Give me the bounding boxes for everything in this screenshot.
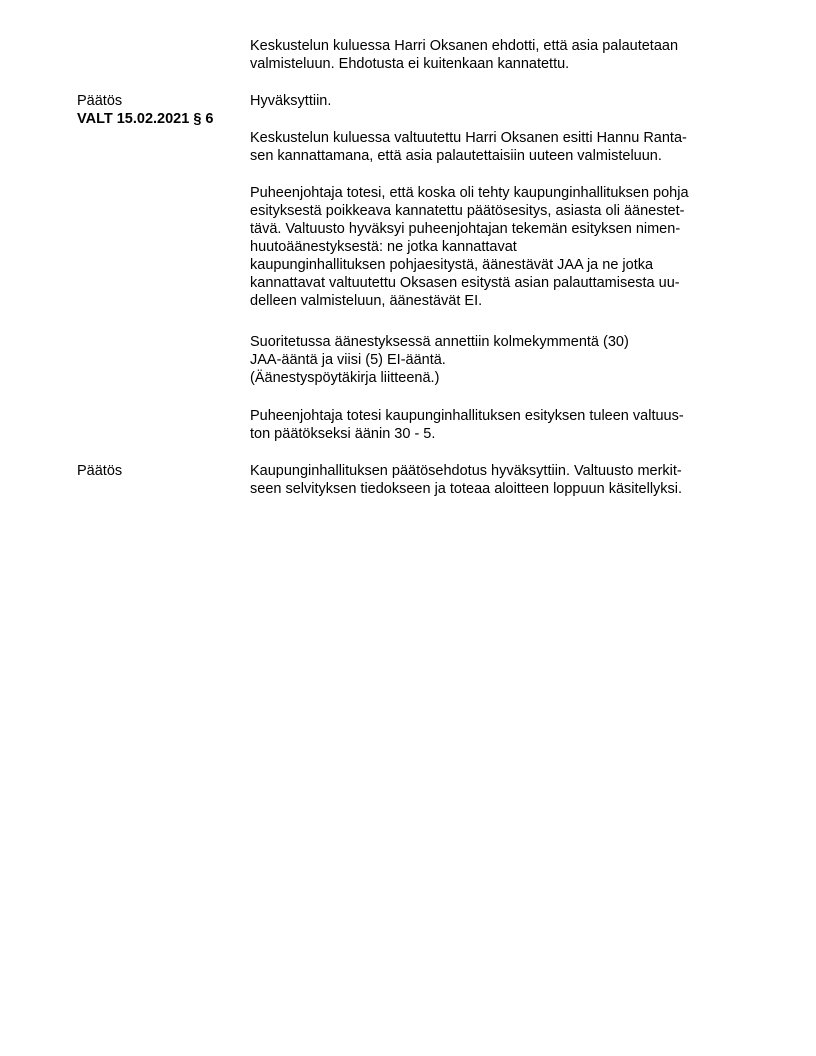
- text-line: huutoäänestyksestä: ne jotka kannattavat: [250, 239, 517, 255]
- text-line: sen kannattamana, että asia palautettaisiin uuteen valmisteluun.: [250, 148, 662, 164]
- text-line: kaupunginhallituksen pohjaesitystä, äänestävät JAA ja ne jotka: [250, 257, 654, 273]
- decision-label-block: [77, 92, 247, 128]
- decision-paragraph-3: [250, 333, 750, 387]
- text-line: esityksestä poikkeava kannatettu päätösesitys, asiasta oli äänestet-: [250, 203, 685, 219]
- text-line: delleen valmisteluun, äänestävät EI.: [250, 293, 483, 309]
- text-line: Puheenjohtaja totesi kaupunginhallituksen esityksen tuleen valtuus-: [250, 408, 684, 424]
- text-line: valmisteluun. Ehdotusta ei kuitenkaan kannatettu.: [250, 56, 570, 72]
- decision-label: Päätös: [77, 93, 123, 109]
- decision-paragraph-1: [250, 129, 750, 165]
- text-line: kannattavat valtuutettu Oksasen esitystä asian palauttamisesta uu-: [250, 275, 680, 291]
- text-line: Keskustelun kuluessa Harri Oksanen ehdotti, että asia palautetaan: [250, 38, 679, 54]
- text-line: Keskustelun kuluessa valtuutettu Harri Oksanen esitti Hannu Ranta-: [250, 130, 687, 146]
- text-line: seen selvityksen tiedokseen ja toteaa aloitteen loppuun käsitellyksi.: [250, 481, 683, 497]
- text-line: Suoritetussa äänestyksessä annettiin kolmekymmentä (30): [250, 334, 629, 350]
- approved-text: Hyväksyttiin.: [250, 93, 332, 109]
- decision-paragraph-4: [250, 407, 750, 443]
- decision-label: Päätös: [77, 463, 123, 479]
- decision-label-block-2: [77, 462, 247, 480]
- text-line: tävä. Valtuusto hyväksyi puheenjohtajan tekemän esityksen nimen-: [250, 221, 681, 237]
- decision-paragraph-2: [250, 184, 750, 310]
- intro-paragraph: [250, 37, 750, 73]
- text-line: JAA-ääntä ja viisi (5) EI-ääntä.: [250, 352, 446, 368]
- text-line: Kaupunginhallituksen päätösehdotus hyväksyttiin. Valtuusto merkit-: [250, 463, 682, 479]
- decision-paragraph-final: [250, 462, 750, 498]
- decision-approved: [250, 92, 750, 110]
- text-line: Puheenjohtaja totesi, että koska oli tehty kaupunginhallituksen pohja: [250, 185, 689, 201]
- text-line: ton päätökseksi äänin 30 - 5.: [250, 426, 436, 442]
- text-line: (Äänestyspöytäkirja liitteenä.): [250, 370, 440, 386]
- meeting-reference: VALT 15.02.2021 § 6: [77, 111, 214, 127]
